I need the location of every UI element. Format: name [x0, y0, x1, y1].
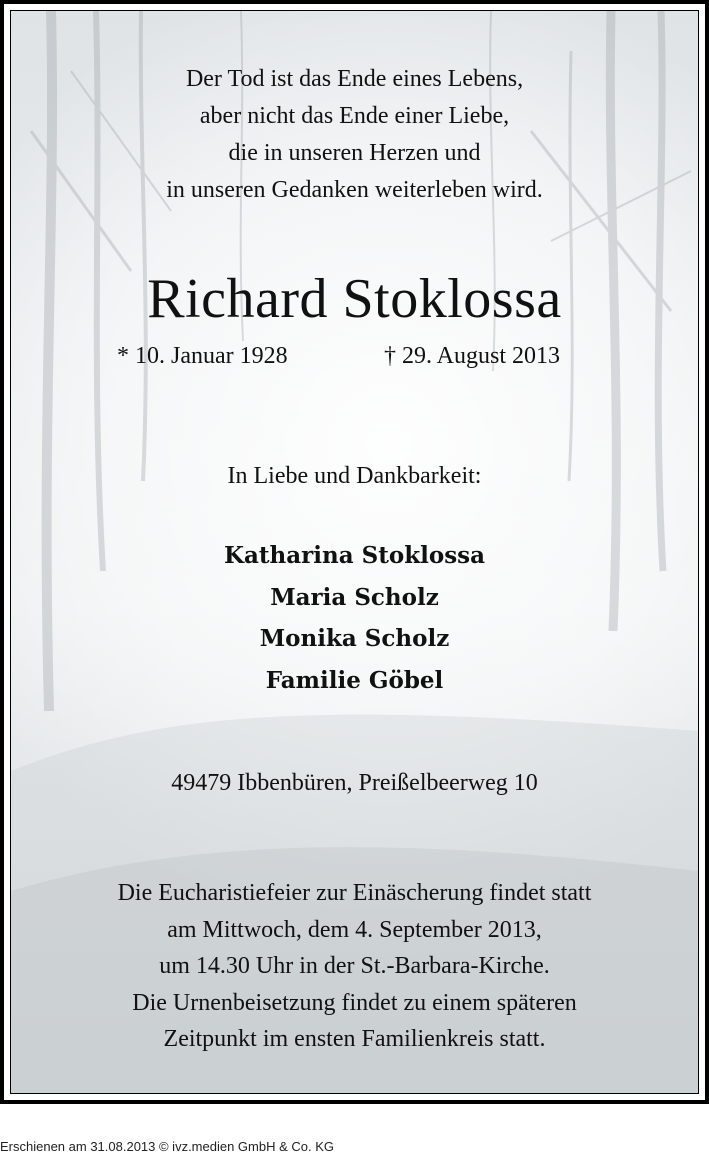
- mourner-name: Katharina Stoklossa: [223, 542, 486, 569]
- verse-line: in unseren Gedanken weiterleben wird.: [166, 177, 543, 203]
- notice-content: [11, 11, 698, 1093]
- verse-line: Der Tod ist das Ende eines Lebens,: [185, 66, 524, 92]
- notice-inner-frame: [10, 10, 699, 1094]
- publication-footer: Erschienen am 31.08.2013 © ivz.medien GmbH & Co. KG: [0, 1139, 335, 1154]
- mourner-name: Familie Göbel: [265, 666, 444, 694]
- service-information: [11, 875, 698, 1058]
- service-line: am Mittwoch, dem 4. September 2013,: [167, 916, 542, 943]
- memorial-verse: [11, 61, 698, 209]
- death-date: † 29. August 2013: [384, 343, 561, 369]
- verse-line: die in unseren Herzen und: [228, 140, 481, 166]
- mourners-intro: In Liebe und Dankbarkeit:: [227, 463, 482, 489]
- verse-line: aber nicht das Ende einer Liebe,: [199, 103, 510, 129]
- mourner-name: Monika Scholz: [259, 625, 450, 652]
- service-line: um 14.30 Uhr in der St.-Barbara-Kirche.: [159, 953, 550, 979]
- service-line: Die Eucharistiefeier zur Einäscherung findet statt: [117, 880, 592, 906]
- mourners-list: [11, 535, 698, 701]
- deceased-name: Richard Stoklossa: [147, 268, 562, 330]
- service-line: Die Urnenbeisetzung findet zu einem späteren: [132, 989, 577, 1016]
- service-line: Zeitpunkt im ensten Familienkreis statt.: [163, 1026, 546, 1052]
- mourner-name: Maria Scholz: [270, 583, 439, 611]
- family-address: 49479 Ibbenbüren, Preißelbeerweg 10: [171, 770, 538, 796]
- birth-date: * 10. Januar 1928: [117, 343, 288, 369]
